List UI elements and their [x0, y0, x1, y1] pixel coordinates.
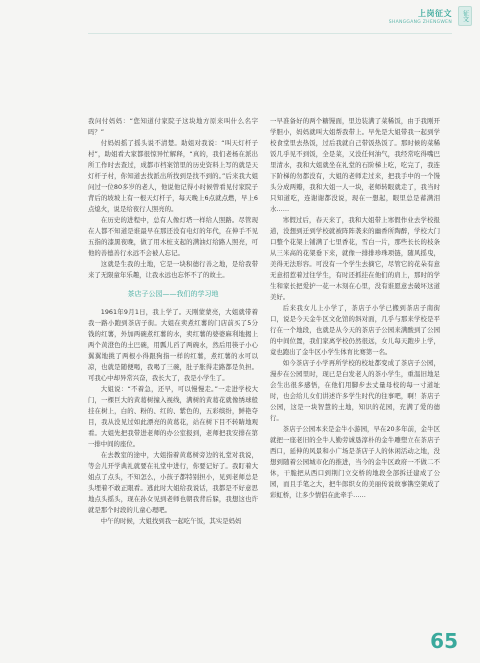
page-number: 65 [430, 629, 458, 653]
section-title: 上岗征文 [418, 9, 452, 18]
paragraph: 一早准备好的两个糖馒面，里边装满了菜稀饭，由于我刚开学胆小，妈妈就叫大姐帮我带上。早先是大姐带我一起到学校食堂里去热饭，过后我就自己带饭热饭了。那时候的菜稀饭几乎见不到饭，全是菜，又没任何油气，我经常吃得嘴巴里清水，我和大姐就坐在礼堂的石阶梯上吃，吃完了，我连下阶梯的勿都没有，大姐的老师走过来，把我手中的一个馒头分成两瓣，我和大姐一人一块，老师转眼就走了，我当时只知道吃，连谢谢都没说，现在一想起，眼里总是蓄满泪水…… [270, 117, 440, 213]
paragraph: 我问付妈妈：“您知道付家院子这块地方原来叫什么名字吗？” [88, 117, 258, 136]
paragraph: 茶店子公园本来是金牛小游园，早在20多年前，金牛区就把一座老旧的全牛人勤劳诚恳淳朴的金牛雕塑立在茶店子西口，延伸的风景和小广场是茶店子人的休闲活动之地，没想到随着公园城市化的推进，当今的金牛区政府一不做二不休，干脆把从西口到荆门立交桥的地段全部拆迁建成了公园，而且手笔之大，把牛郎织女的美丽传说故事镌空架成了彩虹桥，让多少情侣在此牵手…… [270, 425, 440, 499]
section-badge-label: 征文 [461, 10, 469, 22]
paragraph: 大姐说：“不着急，还早，可以慢慢走。”一走进学校大门，一棵巨大的黄葛树撞入视线，满树的黄葛花就像绣球般挂在树上，白的、粉的、红的、紫色的，五彩缤纷，鲜艳夺目，我从没见过如此漂亮的黄葛花，站在树下目不转睛地观看。大姐先把我带进老师的办公室报到，老师把我安排在第一排中间的座位。 [88, 385, 258, 448]
paragraph: 在历史的进程中，总有人像灯塔一样给人照路。尽管现在人都不知道是谁最早在那还没有电灯的年代，在伸手不见五指的漆黑夜晚，做了用木桩支起的满油灯给路人照亮，可他的善德善行永远不会被人忘记。 [88, 216, 258, 257]
paragraph: 如今茶店子小学再所学校的校址都变成了茶店子公园，漫步在公园里时，现已是白发老人的茶小学生，重温旧地足会生出很多感悟，在他们用脚步去丈量母校的每一寸道址时，也会给儿女们讲述许多学生时代的往事吧，啊！茶店子公园，这是一块智慧的土地，知识的花园，充满了爱的德行。 [270, 359, 440, 422]
paragraph: 这就是生我的土地，它是一块积德行善之地，是给我带来了无限童年乐趣，让我永远也忘怀不了的故土。 [88, 260, 258, 279]
paragraph: 1961年9月1日，我上学了。天刚蒙蒙亮，大姐就带着我一路小跑到茶店子街。大姐在卖煮红薯的门店前买了5分钱的红薯，外加两碗煮红薯的水，卖红薯的婆婆麻利地揭上两个黄澄色的土巴碗，用瓢儿舀了两碗水，然后用筷子小心翼翼地挑了两根小得跟狗指一样的红薯，煮红薯的水可以凉，也就是随便喝，我喝了三碗，肚子胀得走路都是负担。可我心中却异常兴奋，我长大了，我是小学生了。 [88, 308, 258, 382]
header [389, 8, 452, 25]
left-column [88, 116, 258, 527]
paragraph: 后来我女儿上小学了，茶店子小学已搬到茶店子南街口，说是今天金牛区文化馆的斜对面，几乎与那来学校是平行在一个地段，也就是从今天的茶店子公园来满酸到了公园的中间位置，我们家离学校仍然很远，女儿每天跑步上学，竟也跑出了金牛区小学生体育比赛第一名。 [270, 304, 440, 356]
header-divider [88, 33, 452, 34]
paragraph: 中午的时候，大姐找到我一起吃午饭，其实是妈妈 [100, 517, 242, 525]
paragraph: 寒假过后，春天来了，我和大姐带上寒假作业去学校报道，没想到迁到学校就被阵阵袭来的幽香所陶醉，学校大门口整个花架上铺满了七里香花，雪白一片，那些长长的枝条从三米高的花架垂下来，就像一排排珍珠项链，随风摇曳，美得无法形容。可没有一个学生去摘它，尽管它的花朵有意无意招惹着过往学生，有时还抓挂在他们的肩上，那时的学生和家长把爱护一花一木刻在心里，没有谁愿意去破坏这道美好。 [270, 216, 440, 301]
right-column [270, 116, 440, 501]
section-subtitle: SHANGGANG ZHENGWEN [388, 20, 452, 25]
section-heading: 茶店子公园——我们的学习地 [127, 290, 219, 298]
paragraph: 在去教室的途中，大姐指着黄葛树旁边的礼堂对我说，等会儿开学典礼就要在礼堂中进行，你要记好了。我盯着大姐点了点头，不知怎么，小孩子都特别担小，见到老师总是头埋着不敢正眼看。逃此时大姐给我说话，我都是不好意思地点头摇头，现在孙女见到老师也朝我背后躲，我想这也许就是那个时段的儿童心理吧。 [88, 451, 258, 514]
section-badge [458, 6, 472, 26]
paragraph: 付妈妈摇了摇头说不清楚。助姐对我说：“叫天灯杆子村”，助姐看大家都很惊异忙解释，“真的，我们老杨在派出所工作时去查过，成都市档案馆里的历史资料上写的就是天灯杆子村，你知道去找派出所找到是找不到的。”后来我大姐问过一位80多岁的老人，他说他记得小时候曾看见付家院子背后的坡坡上有一根天灯杆子，每天晚上6点就点燃，早上6点熄火，说是给夜行人照亮的。 [88, 139, 258, 213]
